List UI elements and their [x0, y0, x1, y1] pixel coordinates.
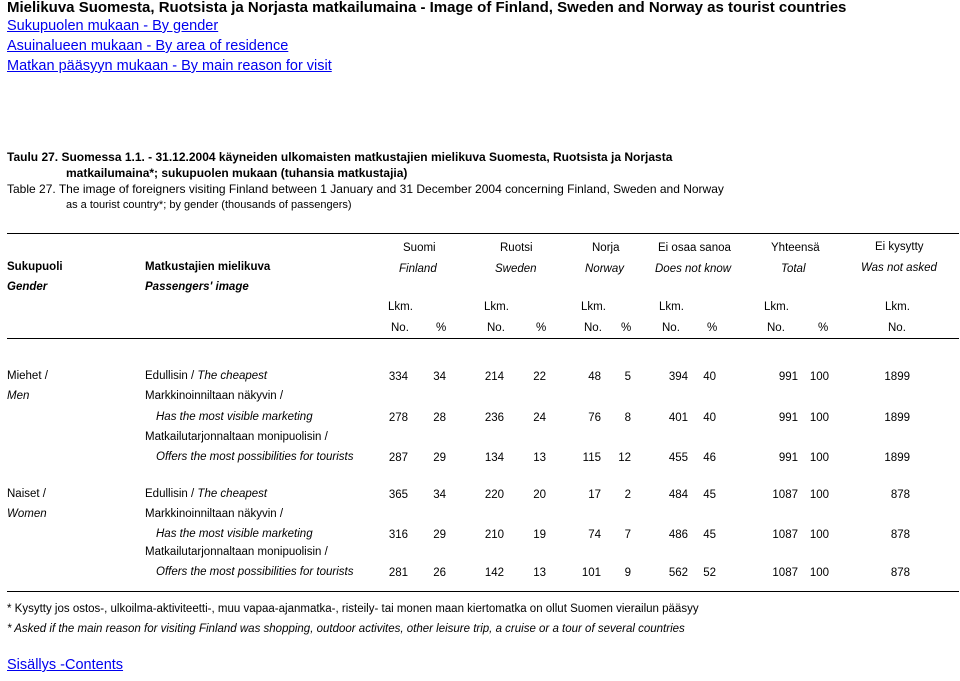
table-cell: 991 [778, 412, 798, 424]
table-cell: 1087 [772, 489, 798, 501]
table-cell: 100 [809, 567, 829, 579]
table-cell: 455 [668, 452, 688, 464]
table-cell: 100 [809, 529, 829, 541]
col-sweden-fi: Ruotsi [500, 242, 533, 254]
lkm-label: Lkm. [484, 301, 509, 313]
table-cell: 401 [668, 412, 688, 424]
no-label: No. [767, 322, 785, 334]
col-norway-en: Norway [585, 263, 624, 275]
table-cell: 40 [703, 371, 716, 383]
no-label: No. [391, 322, 409, 334]
table-cell: 22 [533, 371, 546, 383]
table-cell: 878 [890, 489, 910, 501]
table-cell: 134 [484, 452, 504, 464]
table-cell: 17 [588, 489, 601, 501]
lkm-label: Lkm. [885, 301, 910, 313]
table-cell: 365 [388, 489, 408, 501]
nav-link-by-gender[interactable]: Sukupuolen mukaan - By gender [7, 18, 219, 34]
row-label-fi: Markkinoinniltaan näkyvin / [145, 390, 284, 402]
table-cell: 7 [624, 529, 631, 541]
table-cell: 100 [809, 489, 829, 501]
group-label-fi: Naiset / [7, 488, 46, 500]
table-cell: 52 [703, 567, 716, 579]
header-gender-fi: Sukupuoli [7, 261, 63, 273]
header-image-en: Passengers' image [145, 281, 249, 293]
pct-label: % [818, 322, 829, 334]
row-label-fi: Matkailutarjonnaltaan monipuolisin / [145, 546, 328, 558]
table-cell: 236 [484, 412, 504, 424]
row-label-fi: Markkinoinniltaan näkyvin / [145, 508, 284, 520]
table-title-en: Table 27. The image of foreigners visiting Finland between 1 January and 31 December 2004 concerning Finland, Sweden and Norway [7, 182, 724, 196]
table-cell: 45 [703, 489, 716, 501]
table-cell: 46 [703, 452, 716, 464]
row-label-fi: Matkailutarjonnaltaan monipuolisin / [145, 431, 328, 443]
row-label-en: The cheapest [197, 488, 268, 500]
group-label-fi: Miehet / [7, 370, 48, 382]
table-bottom-rule [7, 591, 959, 592]
table-cell: 878 [890, 529, 910, 541]
table-cell: 562 [668, 567, 688, 579]
table-cell: 76 [588, 412, 601, 424]
pct-label: % [707, 322, 718, 334]
table-title-fi: Taulu 27. Suomessa 1.1. - 31.12.2004 käyneiden ulkomaisten matkustajien mielikuva Suomesta, Ruotsista ja Norjasta [7, 150, 673, 164]
no-label: No. [662, 322, 680, 334]
table-top-rule [7, 233, 959, 234]
header-image-fi: Matkustajien mielikuva [145, 261, 271, 273]
col-notasked-en: Was not asked [861, 262, 937, 274]
col-finland-en: Finland [399, 263, 437, 275]
table-cell: 878 [890, 567, 910, 579]
table-cell: 278 [388, 412, 408, 424]
table-cell: 1087 [772, 529, 798, 541]
pct-label: % [536, 322, 547, 334]
row-label-fi: Edullisin / [145, 488, 198, 500]
col-dontknow-en: Does not know [655, 263, 732, 275]
footnote-en: * Asked if the main reason for visiting Finland was shopping, outdoor activites, other leisure trip, a cruise or a tour of several countries [7, 623, 685, 635]
contents-link[interactable]: Sisällys -Contents [7, 657, 124, 673]
col-sweden-en: Sweden [495, 263, 537, 275]
header-bottom-rule [7, 338, 959, 339]
row-label-en: Has the most visible marketing [156, 528, 313, 540]
table-cell: 74 [588, 529, 601, 541]
table-cell: 316 [388, 529, 408, 541]
row-label-en: Offers the most possibilities for tourists [156, 566, 354, 578]
no-label: No. [584, 322, 602, 334]
table-cell: 2 [624, 489, 631, 501]
no-label: No. [487, 322, 505, 334]
table-cell: 101 [581, 567, 601, 579]
table-cell: 13 [533, 452, 546, 464]
lkm-label: Lkm. [764, 301, 789, 313]
group-label-en: Men [7, 390, 30, 402]
table-cell: 100 [809, 412, 829, 424]
table-cell: 214 [484, 371, 504, 383]
table-cell: 19 [533, 529, 546, 541]
table-cell: 12 [618, 452, 631, 464]
table-cell: 100 [809, 452, 829, 464]
table-cell: 20 [533, 489, 546, 501]
table-cell: 34 [433, 489, 446, 501]
table-cell: 9 [624, 567, 631, 579]
col-finland-fi: Suomi [403, 242, 436, 254]
table-cell: 29 [433, 452, 446, 464]
lkm-label: Lkm. [659, 301, 684, 313]
table-cell: 28 [433, 412, 446, 424]
table-cell: 1899 [884, 371, 910, 383]
lkm-label: Lkm. [581, 301, 606, 313]
table-cell: 1899 [884, 412, 910, 424]
row-label-en: Has the most visible marketing [156, 411, 313, 423]
table-cell: 40 [703, 412, 716, 424]
row-label-en: Offers the most possibilities for tourists [156, 451, 354, 463]
lkm-label: Lkm. [388, 301, 413, 313]
footnote-fi: * Kysytty jos ostos-, ulkoilma-aktiviteetti-, muu vapaa-ajanmatka-, risteily- tai monen maan kiertomatka on ollut Suomen vierailun pääsyy [7, 603, 699, 615]
no-label: No. [888, 322, 906, 334]
table-cell: 13 [533, 567, 546, 579]
table-cell: 142 [484, 567, 504, 579]
table-cell: 220 [484, 489, 504, 501]
table-cell: 29 [433, 529, 446, 541]
table-cell: 1899 [884, 452, 910, 464]
table-cell: 334 [388, 371, 408, 383]
col-norway-fi: Norja [592, 242, 620, 254]
nav-link-by-area[interactable]: Asuinalueen mukaan - By area of residence [7, 38, 289, 54]
table-cell: 115 [582, 452, 601, 464]
table-title-en-cont: as a tourist country*; by gender (thousands of passengers) [66, 199, 352, 211]
nav-link-by-reason[interactable]: Matkan pääsyyn mukaan - By main reason for visit [7, 58, 332, 74]
col-total-fi: Yhteensä [771, 242, 820, 254]
table-cell: 34 [433, 371, 446, 383]
row-label [145, 488, 267, 500]
col-notasked-fi: Ei kysytty [875, 241, 924, 253]
table-cell: 45 [703, 529, 716, 541]
table-cell: 281 [388, 567, 408, 579]
table-cell: 484 [668, 489, 688, 501]
table-cell: 8 [624, 412, 631, 424]
page-title: Mielikuva Suomesta, Ruotsista ja Norjasta matkailumaina - Image of Finland, Sweden and Norway as tourist countries [7, 0, 847, 16]
col-dontknow-fi: Ei osaa sanoa [658, 242, 731, 254]
pct-label: % [621, 322, 632, 334]
group-label-en: Women [7, 508, 47, 520]
table-cell: 48 [588, 371, 601, 383]
table-cell: 394 [668, 371, 688, 383]
table-cell: 991 [778, 452, 798, 464]
table-title-fi-cont: matkailumaina*; sukupuolen mukaan (tuhansia matkustajia) [66, 166, 408, 180]
table-cell: 1087 [772, 567, 798, 579]
table-cell: 5 [624, 371, 631, 383]
table-cell: 991 [778, 371, 798, 383]
table-cell: 210 [484, 529, 504, 541]
table-cell: 26 [433, 567, 446, 579]
table-cell: 24 [533, 412, 546, 424]
row-label-fi: Edullisin / [145, 370, 198, 382]
header-gender-en: Gender [7, 281, 48, 293]
table-cell: 486 [668, 529, 688, 541]
table-cell: 287 [388, 452, 408, 464]
pct-label: % [436, 322, 447, 334]
row-label-en: The cheapest [197, 370, 268, 382]
row-label [145, 370, 267, 382]
table-cell: 100 [809, 371, 829, 383]
col-total-en: Total [781, 263, 806, 275]
